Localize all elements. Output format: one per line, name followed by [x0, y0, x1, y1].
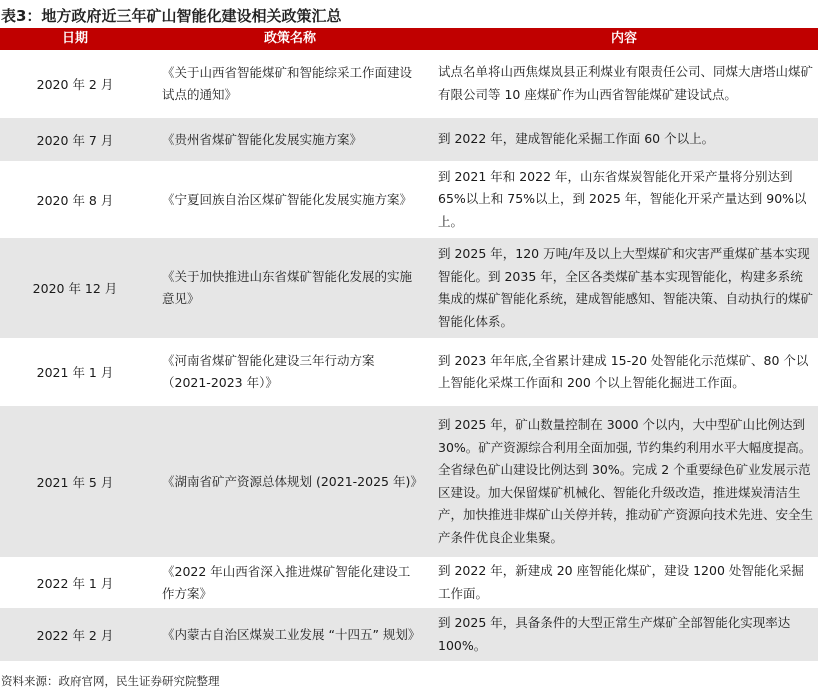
row-policy: 《关于加快推进山东省煤矿智能化发展的实施意见》 [162, 269, 413, 306]
row-date: 2020 年 7 月 [36, 132, 114, 148]
row-content: 到 2023 年年底,全省累计建成 15-20 处智能化示范煤矿、80 个以上智能化采煤工作面和 200 个以上智能化掘进工作面。 [438, 352, 809, 390]
row-date: 2021 年 5 月 [36, 474, 114, 490]
table-row [0, 50, 818, 118]
row-content: 到 2025 年，具备条件的大型正常生产煤矿全部智能化实现率达 100%。 [438, 615, 791, 653]
row-date: 2022 年 2 月 [36, 627, 114, 643]
header-content: 内容 [610, 31, 637, 46]
table-title: 表3：地方政府近三年矿山智能化建设相关政策汇总 [1, 7, 342, 25]
row-content: 试点名单将山西焦煤岚县正利煤业有限责任公司、同煤大唐塔山煤矿有限公司等 10 座煤矿作为山西省智能煤矿建设试点。 [438, 64, 814, 102]
row-content: 到 2025 年，120 万吨/年及以上大型煤矿和灾害严重煤矿基本实现智能化。到 2035 年，全区各类煤矿基本实现智能化，构建多系统集成的煤矿智能化系统，建成智能感知、智能决策、自动执行的煤矿智能化体系。 [438, 246, 814, 329]
table-row [0, 406, 818, 558]
row-policy: 《贵州省煤矿智能化发展实施方案》 [162, 131, 363, 147]
row-content: 到 2021 年和 2022 年，山东省煤炭智能化开采产量将分别达到 65%以上和 75%以上，到 2025 年，智能化开采产量达到 90%以上。 [438, 168, 807, 229]
row-content: 到 2022 年，新建成 20 座智能化煤矿，建设 1200 处智能化采掘工作面。 [438, 563, 804, 601]
row-date: 2022 年 1 月 [36, 575, 114, 591]
table-row [0, 162, 818, 238]
row-content: 到 2025 年，矿山数量控制在 3000 个以内，大中型矿山比例达到 30%。矿产资源综合利用全面加强, 节约集约利用水平大幅度提高。全省绿色矿山建设比例达到 30%。完成 2 个重要绿色矿业发展示范区建设。加大保留煤矿机械化、智能化升级改造，推进煤炭清洁生产，加快推进非煤矿山关停并转，推动矿产资源向技术先进、安全生产条件优良企业集聚。 [438, 417, 814, 545]
row-date: 2020 年 12 月 [32, 281, 118, 296]
row-policy: 《宁夏回族自治区煤矿智能化发展实施方案》 [162, 191, 413, 207]
table-row [0, 238, 818, 339]
table-row [0, 558, 818, 608]
row-policy: 《内蒙古自治区煤炭工业发展 “十四五” 规划》 [162, 626, 421, 642]
row-policy: 《湖南省矿产资源总体规划 (2021-2025 年)》 [162, 473, 423, 489]
row-policy: 《河南省煤矿智能化建设三年行动方案（2021-2023 年）》 [162, 353, 375, 390]
table-row [0, 339, 818, 406]
header-date: 日期 [61, 31, 88, 46]
table-header [0, 28, 818, 50]
policy-table [0, 28, 818, 662]
row-content: 到 2022 年，建成智能化采掘工作面 60 个以上。 [438, 131, 715, 147]
table-row [0, 608, 818, 662]
row-date: 2021 年 1 月 [36, 365, 114, 380]
row-date: 2020 年 8 月 [36, 192, 114, 208]
table-row [0, 118, 818, 162]
header-policy-name: 政策名称 [263, 31, 316, 46]
row-policy: 《2022 年山西省深入推进煤矿智能化建设工作方案》 [162, 563, 411, 601]
row-policy: 《关于山西省智能煤矿和智能综采工作面建设试点的通知》 [162, 64, 413, 102]
row-date: 2020 年 2 月 [36, 76, 114, 92]
source-note: 资料来源：政府官网，民生证券研究院整理 [1, 674, 220, 688]
